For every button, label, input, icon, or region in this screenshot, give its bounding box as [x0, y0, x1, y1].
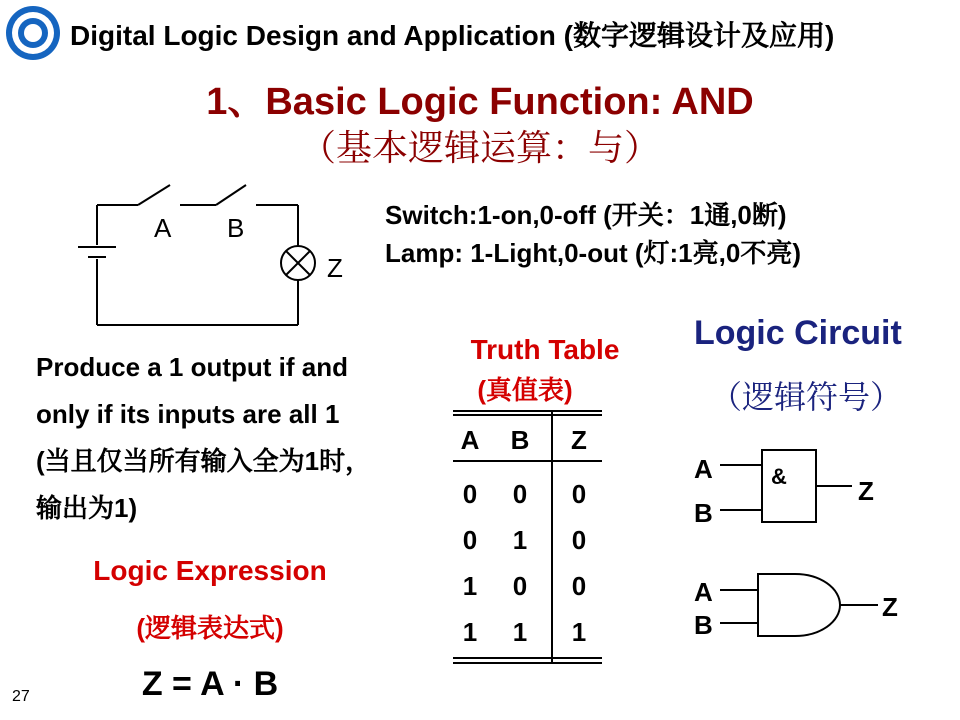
- logic-circuit-subtitle: （逻辑符号）: [710, 379, 903, 415]
- gate1-output-label: Z: [858, 476, 874, 506]
- lamp-label: Z: [327, 253, 343, 283]
- university-logo: [4, 4, 62, 62]
- slide-title: 1、Basic Logic Function: AND: [206, 81, 754, 123]
- logic-expression-formula: Z = A · B: [141, 665, 279, 703]
- switch-circuit-diagram: [70, 175, 343, 335]
- truth-table: [440, 405, 610, 670]
- lamp-legend: Lamp: 1-Light,0-out (灯:1亮,0不亮): [385, 238, 801, 268]
- truth-table-cell: 1: [571, 617, 587, 647]
- truth-table-header-z: Z: [571, 425, 587, 455]
- page-number: 27: [12, 688, 30, 705]
- truth-table-cell: 0: [512, 479, 528, 509]
- lamp-icon: [281, 246, 315, 280]
- description-text: Produce a 1 output if and only if its inputs are all 1 (当且仅当所有输入全为1时，输出为1): [36, 352, 372, 523]
- truth-table-subtitle: (真值表): [477, 375, 573, 405]
- truth-table-cell: 1: [462, 617, 478, 647]
- truth-table-cell: 1: [512, 617, 528, 647]
- gate2-input-a-label: A: [694, 577, 713, 607]
- truth-table-cell: 0: [571, 525, 587, 555]
- switch-b-label: B: [227, 213, 245, 243]
- truth-table-cell: 1: [512, 525, 528, 555]
- truth-table-cell: 0: [462, 525, 478, 555]
- gate2-output-label: Z: [882, 592, 898, 622]
- header-title: Digital Logic Design and Application (数字逻辑设计及应用): [70, 20, 835, 51]
- legend: [385, 196, 801, 272]
- switch-a-label: A: [154, 213, 172, 243]
- truth-table-cell: 0: [571, 479, 587, 509]
- logic-circuit-title: Logic Circuit: [694, 314, 902, 352]
- truth-table-header-b: B: [510, 425, 530, 455]
- truth-table-title: Truth Table: [470, 334, 620, 365]
- and-gate-ansi-icon: [758, 574, 840, 636]
- gate-symbol-and: &: [771, 464, 787, 489]
- logic-gate-symbols: [690, 440, 930, 650]
- slide-subtitle: （基本逻辑运算：与）: [299, 127, 660, 168]
- truth-table-cell: 0: [512, 571, 528, 601]
- truth-table-cell: 0: [462, 479, 478, 509]
- switch-legend: Switch:1-on,0-off (开关：1通,0断): [385, 200, 787, 230]
- logic-expression-title: Logic Expression: [93, 555, 327, 586]
- truth-table-cell: 0: [571, 571, 587, 601]
- truth-table-header-a: A: [460, 425, 480, 455]
- truth-table-cell: 1: [462, 571, 478, 601]
- logic-expression-subtitle: (逻辑表达式): [136, 613, 284, 643]
- gate2-input-b-label: B: [694, 610, 713, 640]
- gate1-input-b-label: B: [694, 498, 713, 528]
- gate1-input-a-label: A: [694, 454, 713, 484]
